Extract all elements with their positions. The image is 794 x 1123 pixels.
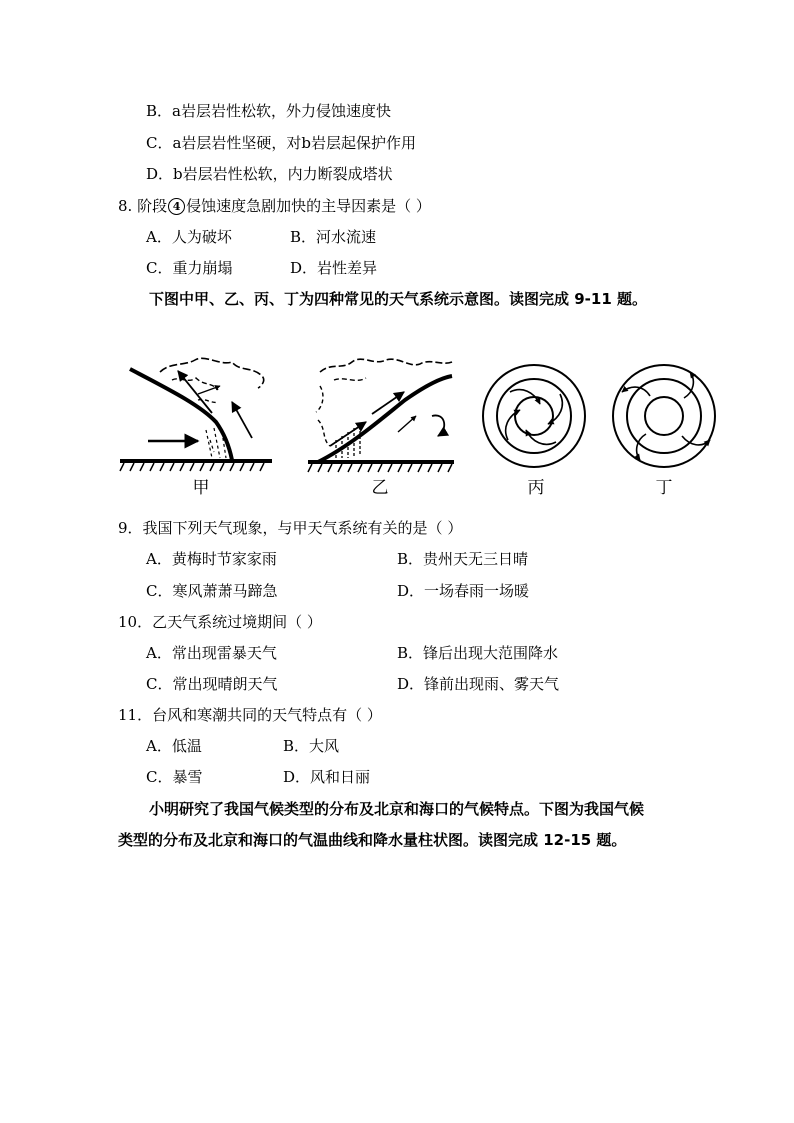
cyclone-diagram bbox=[483, 365, 585, 467]
q10-stem: 10．乙天气系统过境期间（ ） bbox=[118, 613, 322, 631]
q9-option-a[interactable]: A．黄梅时节家家雨 bbox=[146, 550, 277, 568]
anticyclone-diagram bbox=[613, 365, 715, 467]
q11-option-c[interactable]: C．暴雪 bbox=[146, 768, 203, 786]
weather-intro: 下图中甲、乙、丙、丁为四种常见的天气系统示意图。读图完成 9-11 题。 bbox=[149, 290, 647, 308]
q7-option-d[interactable]: D．b岩层岩性松软，内力断裂成塔状 bbox=[146, 165, 393, 183]
climate-intro-line1: 小明研究了我国气候类型的分布及北京和海口的气候特点。下图为我国气候 bbox=[149, 800, 645, 818]
stage-number-circle: 4 bbox=[168, 198, 185, 215]
q10-option-d[interactable]: D．锋前出现雨、雾天气 bbox=[397, 675, 560, 693]
figure-label-bing: 丙 bbox=[527, 478, 545, 498]
q11-option-b[interactable]: B．大风 bbox=[283, 737, 340, 755]
figure-label-jia: 甲 bbox=[192, 478, 210, 498]
warm-front-diagram bbox=[308, 359, 454, 472]
q11-stem: 11．台风和寒潮共同的天气特点有（ ） bbox=[118, 706, 382, 724]
cold-front-diagram bbox=[120, 358, 272, 471]
q9-option-b[interactable]: B．贵州天无三日晴 bbox=[397, 550, 529, 568]
q11-option-d[interactable]: D．风和日丽 bbox=[283, 768, 371, 786]
q8-option-b[interactable]: B．河水流速 bbox=[290, 228, 377, 246]
figure-label-ding: 丁 bbox=[655, 478, 673, 498]
q10-option-b[interactable]: B．锋后出现大范围降水 bbox=[397, 644, 559, 662]
q7-option-c[interactable]: C．a岩层岩性坚硬，对b岩层起保护作用 bbox=[146, 134, 417, 152]
q8-stem-pre: 8. 阶段 bbox=[118, 197, 168, 215]
q9-option-d[interactable]: D．一场春雨一场暖 bbox=[397, 582, 530, 600]
q9-option-c[interactable]: C．寒风萧萧马蹄急 bbox=[146, 582, 278, 600]
q8-option-d[interactable]: D．岩性差异 bbox=[290, 259, 378, 277]
q10-option-a[interactable]: A．常出现雷暴天气 bbox=[146, 644, 277, 662]
weather-systems-figure bbox=[0, 0, 794, 520]
q9-stem: 9．我国下列天气现象，与甲天气系统有关的是（ ） bbox=[118, 519, 463, 537]
climate-intro-line2: 类型的分布及北京和海口的气温曲线和降水量柱状图。读图完成 12-15 题。 bbox=[118, 831, 627, 849]
q8-stem-post: 侵蚀速度急剧加快的主导因素是（ ） bbox=[186, 197, 431, 215]
q10-option-c[interactable]: C．常出现晴朗天气 bbox=[146, 675, 278, 693]
figure-label-yi: 乙 bbox=[371, 478, 389, 498]
q7-option-b[interactable]: B．a岩层岩性松软，外力侵蚀速度快 bbox=[146, 102, 391, 120]
q8-option-c[interactable]: C．重力崩塌 bbox=[146, 259, 233, 277]
q11-option-a[interactable]: A．低温 bbox=[146, 737, 202, 755]
q8-option-a[interactable]: A．人为破坏 bbox=[146, 228, 232, 246]
